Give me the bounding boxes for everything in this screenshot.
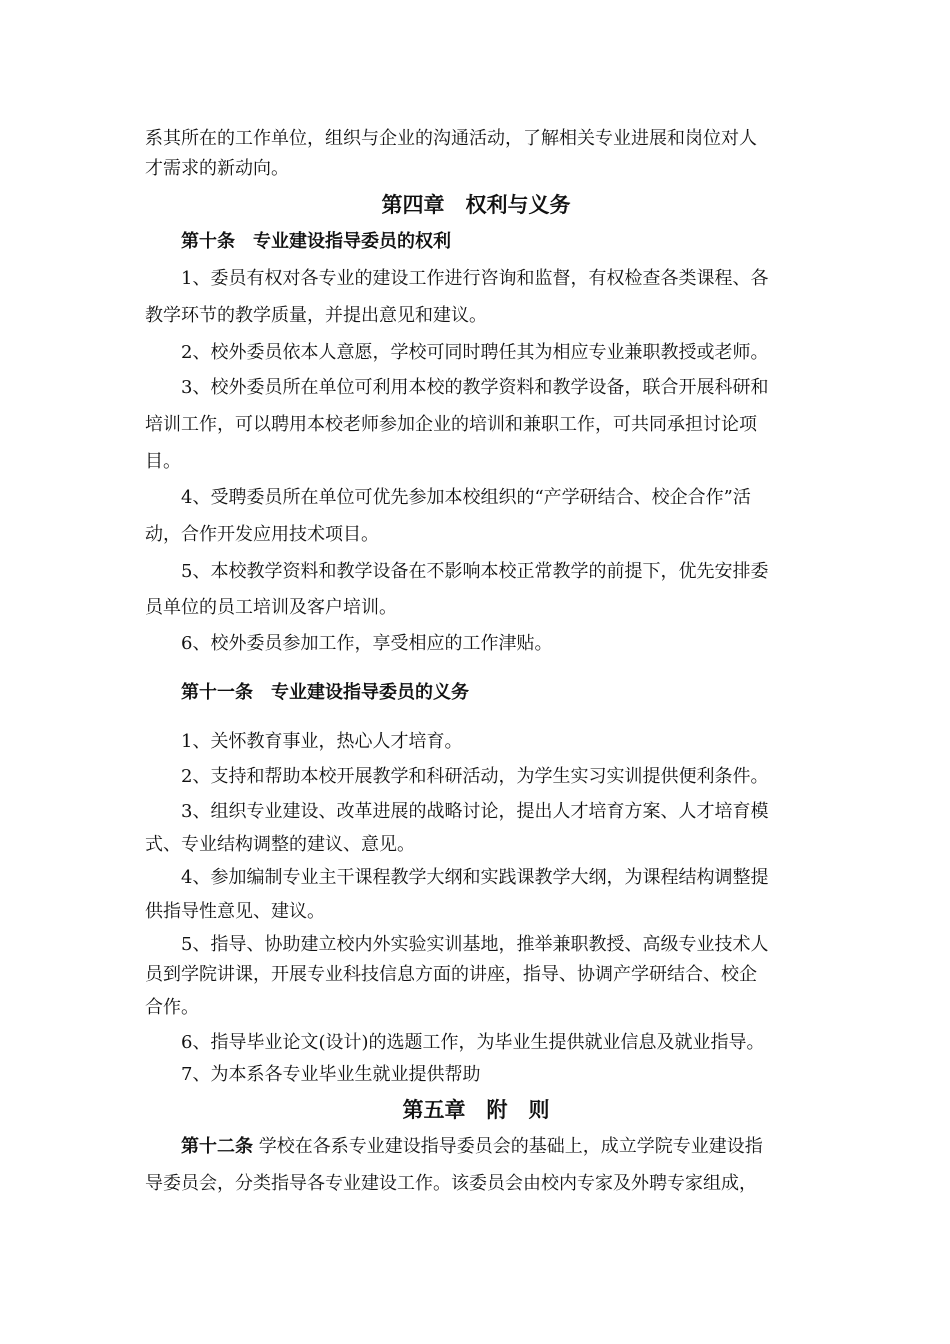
- article-12-line-1-text: 学校在各系专业建设指导委员会的基础上，成立学院专业建设指: [253, 1136, 763, 1157]
- chapter-5-heading: 第五章 附 则: [402, 1098, 550, 1122]
- article-10-item-1-line-2: 教学环节的教学质量，并提出意见和建议。: [145, 305, 487, 326]
- article-11-item-4-line-1: 4、参加编制专业主干课程教学大纲和实践课教学大纲，为课程结构调整提: [181, 867, 769, 888]
- article-12-line-2: 导委员会，分类指导各专业建设工作。该委员会由校内专家及外聘专家组成，: [145, 1173, 757, 1194]
- article-10-item-2: 2、校外委员依本人意愿，学校可同时聘任其为相应专业兼职教授或老师。: [181, 342, 769, 363]
- continuation-line-1: 系其所在的工作单位，组织与企业的沟通活动，了解相关专业进展和岗位对人: [145, 128, 757, 149]
- article-11-item-4-line-2: 供指导性意见、建议。: [145, 901, 325, 922]
- article-11-item-1: 1、关怀教育事业，热心人才培育。: [181, 731, 463, 752]
- article-11-item-6: 6、指导毕业论文(设计)的选题工作，为毕业生提供就业信息及就业指导。: [181, 1032, 765, 1053]
- article-10-item-5-line-2: 员单位的员工培训及客户培训。: [145, 597, 397, 618]
- article-10-item-4-line-1: 4、受聘委员所在单位可优先参加本校组织的“产学研结合、校企合作”活: [181, 487, 751, 508]
- article-12-line-1: [181, 1135, 807, 1159]
- article-10-item-3-line-3: 目。: [145, 451, 181, 472]
- article-10-item-6: 6、校外委员参加工作，享受相应的工作津贴。: [181, 633, 553, 654]
- article-12-lead: 第十二条: [181, 1136, 253, 1157]
- article-10-item-3-line-1: 3、校外委员所在单位可利用本校的教学资料和教学设备，联合开展科研和: [181, 377, 769, 398]
- article-10-title: 第十条 专业建设指导委员的权利: [181, 231, 451, 252]
- continuation-line-2: 才需求的新动向。: [145, 158, 289, 179]
- article-11-item-2: 2、支持和帮助本校开展教学和科研活动，为学生实习实训提供便利条件。: [181, 766, 769, 787]
- article-11-item-3-line-1: 3、组织专业建设、改革进展的战略讨论，提出人才培育方案、人才培育模: [181, 801, 769, 822]
- article-11-item-5-line-1: 5、指导、协助建立校内外实验实训基地，推举兼职教授、高级专业技术人: [181, 934, 769, 955]
- article-10-item-1-line-1: 1、委员有权对各专业的建设工作进行咨询和监督，有权检查各类课程、各: [181, 268, 769, 289]
- article-11-title: 第十一条 专业建设指导委员的义务: [181, 682, 469, 703]
- chapter-4-heading: 第四章 权利与义务: [381, 193, 571, 217]
- article-11-item-7: 7、为本系各专业毕业生就业提供帮助: [181, 1064, 481, 1085]
- article-10-item-3-line-2: 培训工作，可以聘用本校老师参加企业的培训和兼职工作，可共同承担讨论项: [145, 414, 757, 435]
- article-11-item-3-line-2: 式、专业结构调整的建议、意见。: [145, 834, 415, 855]
- article-11-item-5-line-2: 员到学院讲课，开展专业科技信息方面的讲座，指导、协调产学研结合、校企: [145, 964, 757, 985]
- article-10-item-5-line-1: 5、本校教学资料和教学设备在不影响本校正常教学的前提下，优先安排委: [181, 561, 769, 582]
- article-11-item-5-line-3: 合作。: [145, 997, 199, 1018]
- article-10-item-4-line-2: 动，合作开发应用技术项目。: [145, 524, 379, 545]
